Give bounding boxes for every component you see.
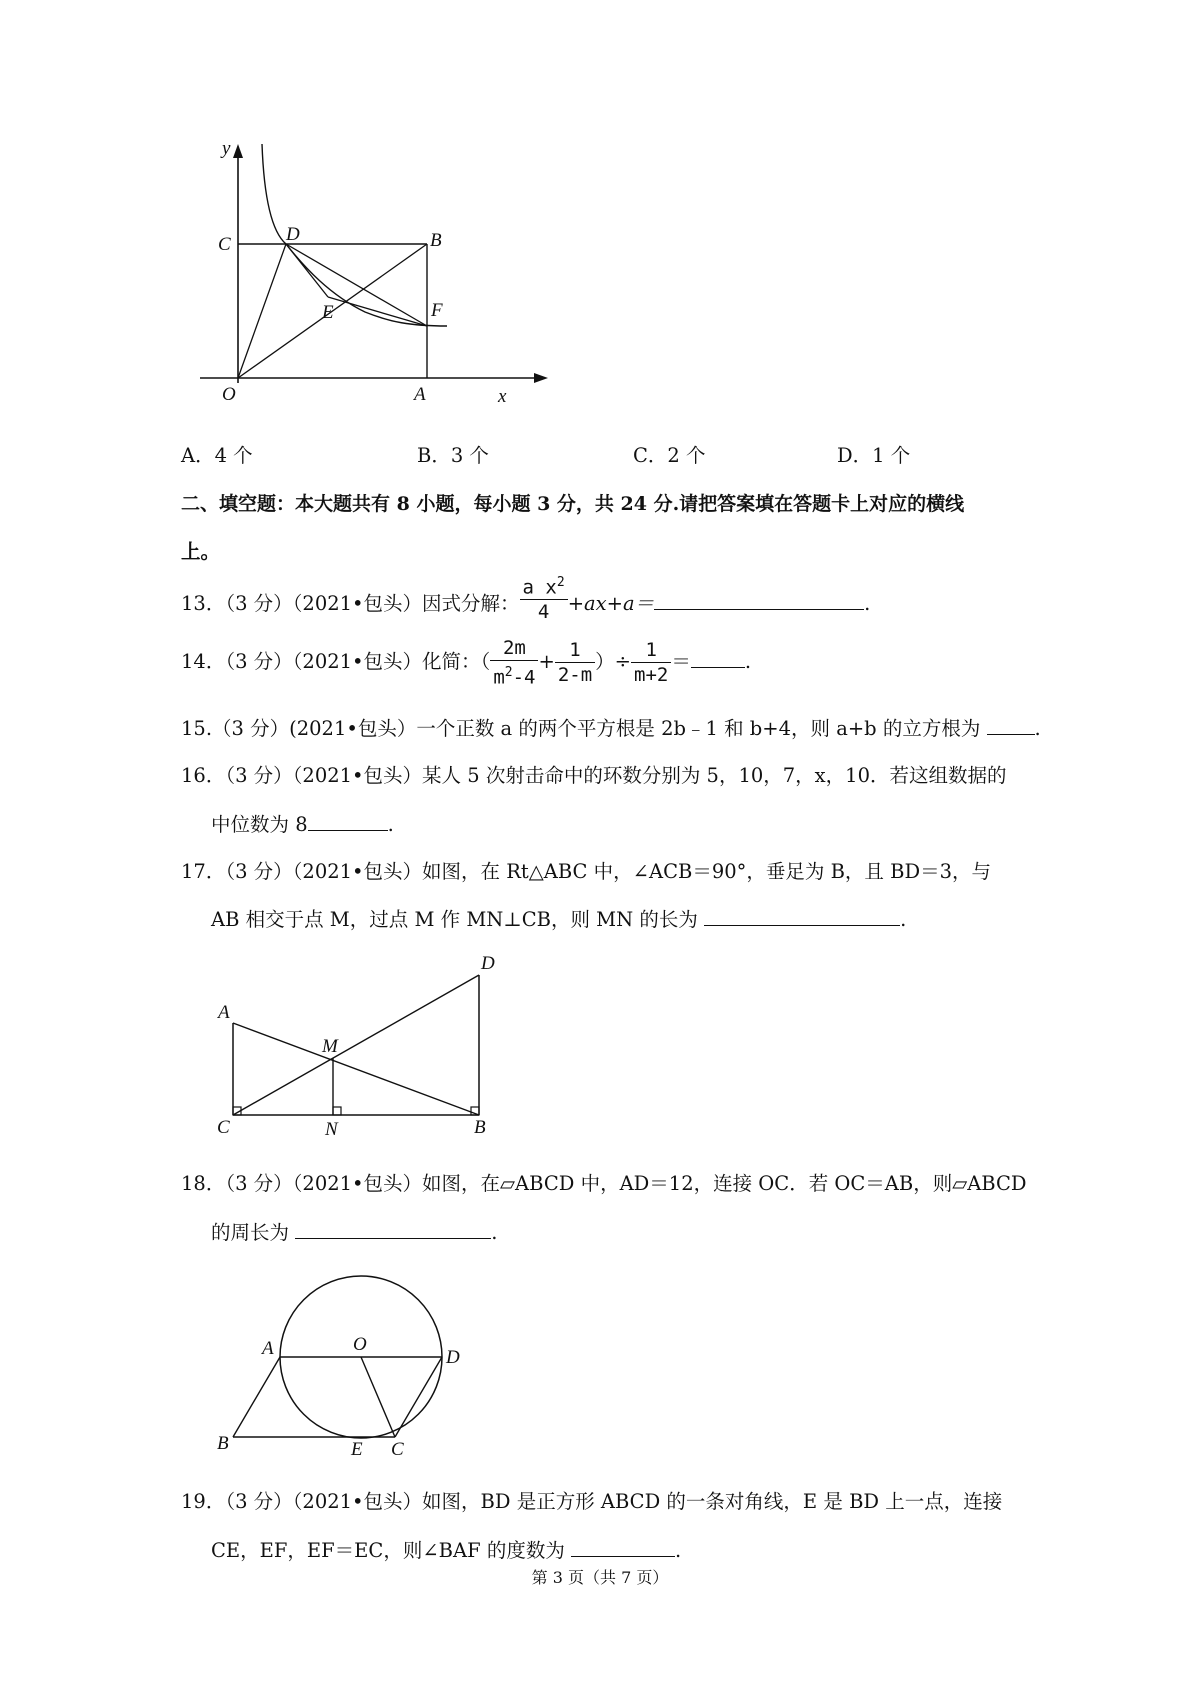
option-c: C．2 个: [633, 444, 706, 467]
q13-frac-den: 4: [537, 601, 550, 624]
label-E: E: [322, 302, 334, 323]
q19-end: .: [675, 1539, 682, 1562]
segment-DC: [395, 1357, 442, 1437]
q14-open: （: [480, 650, 491, 674]
segment-CD: [233, 975, 479, 1115]
q18-line2-text: 的周长为: [211, 1221, 290, 1244]
label-B: B: [217, 1433, 229, 1454]
question-18-line1: 18．（3 分）（2021•包头）如图，在▱ABCD 中，AD＝12，连接 OC．若 OC＝AB，则▱ABCD: [181, 1172, 1027, 1195]
option-a: A．4 个: [181, 444, 253, 467]
label-D: D: [481, 953, 495, 974]
q14-end: .: [744, 650, 752, 674]
page-footer: 第 3 页（共 7 页）: [531, 1568, 669, 1587]
question-19-line1: 19．（3 分）（2021•包头）如图，BD 是正方形 ABCD 的一条对角线，E 是 BD 上一点，连接: [181, 1490, 1003, 1513]
q15-end: .: [1034, 717, 1041, 740]
q14-answer-blank[interactable]: [691, 647, 745, 668]
label-O: O: [222, 384, 236, 405]
q16-line2-text: 中位数为 8: [211, 813, 308, 836]
question-14: [181, 636, 751, 689]
question-16-line2: [211, 810, 394, 839]
label-D: D: [446, 1347, 460, 1368]
y-axis-arrow: [233, 144, 243, 158]
q16-end: .: [387, 813, 394, 836]
q13-tail: +ax+a＝: [567, 592, 655, 616]
q18-answer-blank[interactable]: [295, 1218, 491, 1239]
q14-fraction-2: $\frac{1}{2-m}$: [555, 638, 595, 687]
q17-answer-blank[interactable]: [704, 905, 900, 926]
question-17-line2: [211, 905, 906, 934]
q14-fraction-3: $\frac{1}{m+2}$: [631, 638, 671, 687]
figure-2-triangles: [205, 950, 510, 1140]
option-d: D．1 个: [837, 444, 911, 467]
label-C: C: [218, 234, 231, 255]
q13-frac-num: a $x^2$: [520, 571, 568, 600]
label-M: M: [322, 1036, 338, 1057]
q19-answer-blank[interactable]: [571, 1536, 675, 1557]
label-A: A: [414, 384, 426, 405]
right-angle-N: [333, 1107, 341, 1115]
question-15: [181, 714, 1041, 743]
q13-answer-blank[interactable]: [654, 589, 864, 610]
label-F: F: [431, 300, 443, 321]
q14-close: ）÷: [595, 650, 631, 674]
segment-EF: [328, 297, 427, 326]
q14-prefix: 14．（3 分）（2021•包头）化简：: [181, 650, 481, 674]
q13-end: .: [864, 592, 871, 616]
label-D: D: [286, 224, 300, 245]
q14-eq: ＝: [671, 650, 691, 674]
q15-answer-blank[interactable]: [987, 714, 1035, 735]
label-E: E: [351, 1439, 363, 1460]
label-C: C: [391, 1439, 404, 1460]
q18-end: .: [491, 1221, 498, 1244]
question-13: [181, 575, 871, 624]
q13-fraction: [520, 571, 568, 624]
label-C: C: [217, 1117, 230, 1138]
option-b: B．3 个: [417, 444, 489, 467]
q14-fraction-1: $\frac{2m}{m^2-4}$: [490, 636, 538, 689]
segment-DF: [286, 244, 427, 326]
section-2-heading: 二、填空题：本大题共有 8 小题，每小题 3 分，共 24 分.请把答案填在答题卡上对应的横线: [181, 493, 965, 515]
q19-line2-text: CE，EF，EF＝EC，则∠BAF 的度数为: [211, 1539, 565, 1562]
figure-1-coordinate-graph: [200, 140, 570, 410]
segment-AB: [233, 1357, 280, 1437]
q15-text: 15.（3 分）(2021•包头）一个正数 a 的两个平方根是 2b﹣1 和 b+4，则 a+b 的立方根为: [181, 717, 981, 740]
q17-line2-text: AB 相交于点 M，过点 M 作 MN⊥CB，则 MN 的长为: [211, 908, 698, 931]
label-y: y: [222, 140, 231, 159]
q17-end: .: [900, 908, 907, 931]
question-18-line2: [211, 1218, 497, 1247]
segment-AB: [233, 1023, 479, 1115]
label-B: B: [474, 1117, 486, 1138]
question-16-line1: 16．（3 分）（2021•包头）某人 5 次射击命中的环数分别为 5，10，7，x，10．若这组数据的: [181, 764, 1007, 787]
label-A: A: [218, 1002, 230, 1023]
section-2-heading-cont: 上。: [181, 540, 221, 563]
label-N: N: [325, 1119, 338, 1140]
label-A: A: [262, 1338, 274, 1359]
label-O: O: [353, 1334, 367, 1355]
figure-3-parallelogram-circle: [205, 1262, 475, 1462]
segment-OD: [238, 244, 286, 378]
q14-plus: +: [538, 650, 555, 674]
segment-OC: [361, 1357, 395, 1437]
q16-answer-blank[interactable]: [308, 810, 388, 831]
x-axis-arrow: [534, 373, 548, 383]
label-B: B: [430, 230, 442, 251]
label-x: x: [498, 386, 507, 407]
question-19-line2: [211, 1536, 681, 1565]
q13-prefix: 13．（3 分）（2021•包头）因式分解：: [181, 592, 520, 616]
question-17-line1: 17．（3 分）（2021•包头）如图，在 Rt△ABC 中，∠ACB＝90°，垂足为 B，且 BD＝3，与: [181, 860, 991, 883]
